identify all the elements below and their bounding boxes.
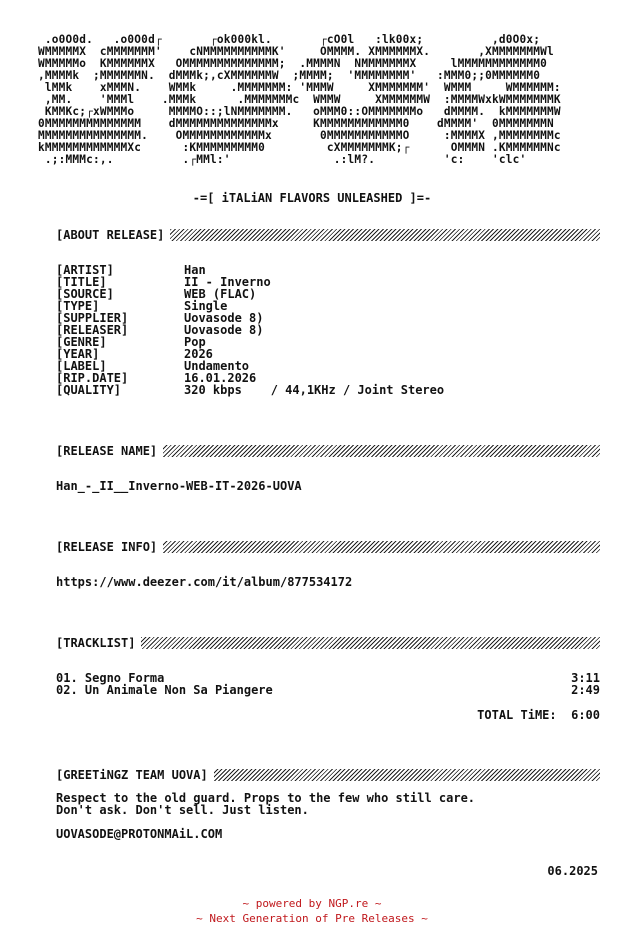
detail-row-source	[56, 288, 444, 300]
section-release-info	[56, 540, 600, 554]
greetings-line: Respect to the old guard. Props to the few who still care.	[56, 791, 476, 805]
detail-key: [TITLE]	[56, 275, 107, 289]
release-name-value: Han_-_II__Inverno-WEB-IT-2026-UOVA	[56, 479, 302, 493]
track-duration: 2:49	[571, 683, 600, 697]
section-tracklist	[56, 636, 600, 650]
track-title: 02. Un Animale Non Sa Piangere	[56, 683, 273, 697]
section-release-name	[56, 444, 600, 458]
detail-value: Han	[184, 263, 206, 277]
section-heading: [RELEASE NAME]	[56, 444, 163, 458]
detail-key: [TYPE]	[56, 299, 100, 313]
tagline: -=[ iTALiAN FLAVORS UNLEASHED ]=-	[192, 191, 432, 205]
document-date: 06.2025	[547, 864, 598, 878]
detail-key: [RIP.DATE]	[56, 371, 129, 385]
detail-row-year	[56, 348, 444, 360]
detail-row-genre	[56, 336, 444, 348]
section-about-release	[56, 228, 600, 242]
footer-powered-by: ~ powered by NGP.re ~	[242, 897, 382, 910]
detail-value: WEB (FLAC)	[184, 287, 257, 301]
detail-key: [RELEASER]	[56, 323, 129, 337]
section-heading: [ABOUT RELEASE]	[56, 228, 170, 242]
detail-value: Undamento	[184, 359, 250, 373]
total-time-value: 6:00	[571, 708, 600, 722]
detail-value: Uovasode 8)	[184, 311, 264, 325]
track-duration: 3:11	[571, 671, 600, 685]
detail-row-releaser	[56, 324, 444, 336]
section-heading: [TRACKLIST]	[56, 636, 141, 650]
detail-value: Uovasode 8)	[184, 323, 264, 337]
track-title: 01. Segno Forma	[56, 671, 165, 685]
contact-email: UOVASODE@PROTONMAiL.COM	[56, 827, 223, 841]
detail-value: Single	[184, 299, 228, 313]
total-time	[477, 708, 600, 722]
section-heading: [GREETiNGZ TEAM UOVA]	[56, 768, 214, 782]
detail-key: [ARTIST]	[56, 263, 114, 277]
release-info-link[interactable]: https://www.deezer.com/it/album/877534172	[56, 575, 353, 589]
detail-key: [YEAR]	[56, 347, 100, 361]
footer-tagline: ~ Next Generation of Pre Releases ~	[196, 912, 428, 925]
section-greetings	[56, 768, 600, 782]
detail-key: [GENRE]	[56, 335, 107, 349]
detail-value: Pop	[184, 335, 206, 349]
detail-row-quality	[56, 384, 444, 396]
section-heading: [RELEASE INFO]	[56, 540, 163, 554]
release-details	[56, 264, 444, 396]
detail-value: 320 kbps / 44,1KHz / Joint Stereo	[184, 383, 445, 397]
detail-value: 2026	[184, 347, 213, 361]
detail-key: [SOURCE]	[56, 287, 114, 301]
total-time-label: TOTAL TiME:	[477, 708, 557, 722]
greetings-line: Don't ask. Don't sell. Just listen.	[56, 803, 309, 817]
ascii-art-logo: .o0O0d. .o0O0d┌ ┌ok000kl. ┌cO0l :lk00x; ,d0O0x; WMMMMMX cMMMMMMM' cNMMMMMMMMMMK' OMMMM. XMMMMMMX. ,XMMMMMMMWl WMMMMMo KMMMMMMX OMMMMMMMMMMMMMM; .MMMMN NMMMMMMMX lMMMMMMMMMMMM0 ,MMMMk ;MMMMMMN. dMMMk;,cXMMMMMMW ;MMMM; 'MMMMMMMM' :MMM0;;0MMMMMM0 lMMk xMMMN. WMMk .MMMMMMM: 'MMMW XMMMMMMM' WMMM WMMMMMM: ,MM. 'MMMl .MMMk .MMMMMMMc WMMW XMMMMMMW :MMMMWxkWMMMMMMMK KMMKc;┌xWMMMo MMMMO::;lNMMMMMMM. oMMM0::OMMMMMMMo dMMMM. kMMMMMMMW 0MMMMMMMMMMMMMM dMMMMMMMMMMMMMMx KMMMMMMMMMMMM0 dMMMM' 0MMMMMMMN MMMMMMMMMMMMMMM. OMMMMMMMMMMMMx 0MMMMMMMMMMMO :MMMMX ,MMMMMMMMc kMMMMMMMMMMMMXc :KMMMMMMMMM0 cXMMMMMMMK;┌ OMMMN .KMMMMMMNc .;:MMMc:,. .┌MMl:' .:lM?. 'c: 'clc'	[38, 33, 561, 166]
detail-key: [SUPPLIER]	[56, 311, 129, 325]
detail-key: [LABEL]	[56, 359, 107, 373]
detail-key: [QUALITY]	[56, 383, 122, 397]
detail-value: II - Inverno	[184, 275, 271, 289]
detail-value: 16.01.2026	[184, 371, 257, 385]
